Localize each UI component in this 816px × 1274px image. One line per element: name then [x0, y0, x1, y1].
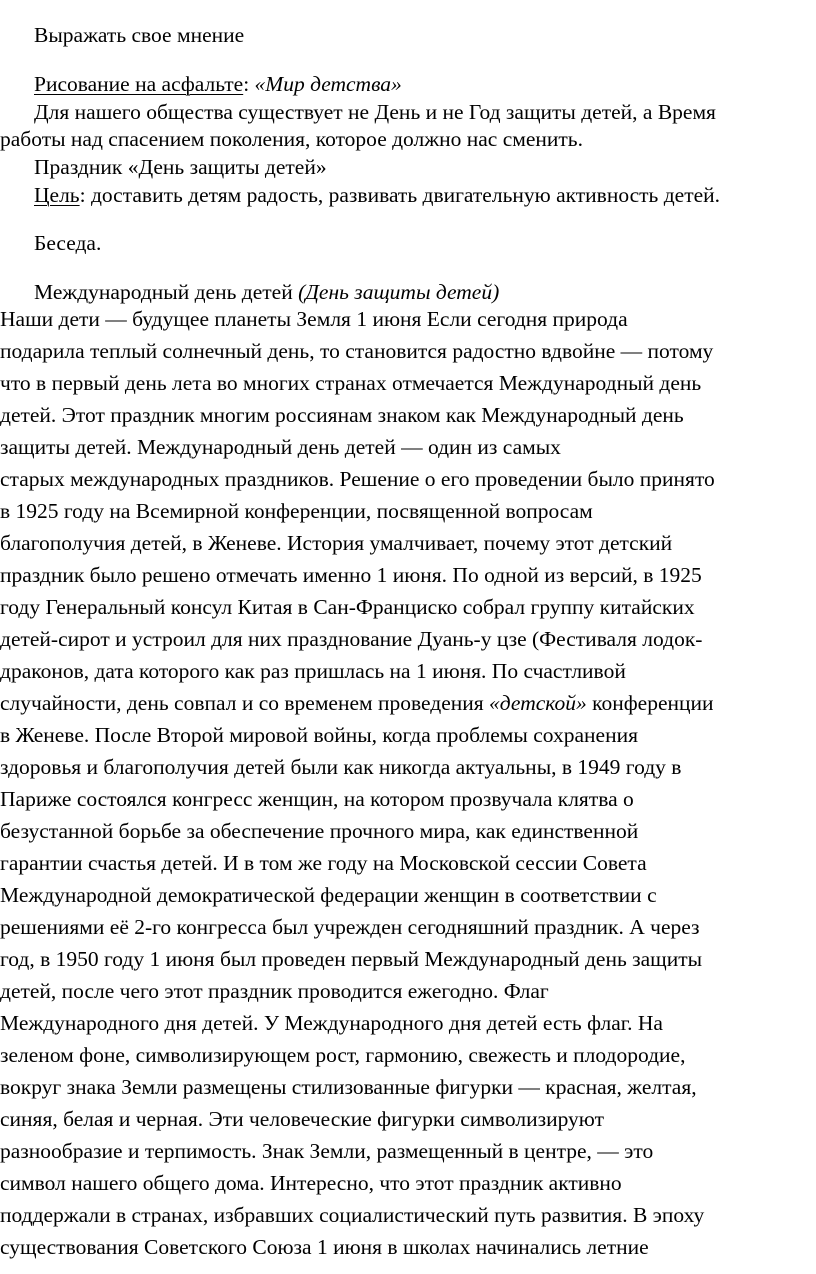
article-line: существования Советского Союза 1 июня в школах начинались летние [0, 1235, 649, 1259]
article-line-13-after: конференции [586, 691, 714, 715]
article-line: Международного дня детей. У Международного дня детей есть флаг. На [0, 1011, 663, 1035]
article-heading [34, 278, 499, 306]
holiday-goal [34, 181, 720, 209]
article-line: здоровья и благополучия детей были как никогда актуальны, в 1949 году в [0, 755, 682, 779]
article-line: Международной демократической федерации женщин в соответствии с [0, 883, 657, 907]
article-line: благополучия детей, в Женеве. История умалчивает, почему этот детский [0, 531, 673, 555]
article-line: вокруг знака Земли размещены стилизованные фигурки — красная, желтая, [0, 1075, 697, 1099]
article-line: что в первый день лета во многих странах отмечается Международный день [0, 371, 702, 395]
article-line: в 1925 году на Всемирной конференции, посвященной вопросам [0, 499, 593, 523]
article-line: драконов, дата которого как раз пришлась на 1 июня. По счастливой [0, 659, 626, 683]
document-title: Выражать свое мнение [34, 23, 245, 47]
article-line: год, в 1950 году 1 июня был проведен первый Международный день защиты [0, 947, 703, 971]
article-line: гарантии счастья детей. И в том же году на Московской сессии Совета [0, 851, 647, 875]
article-line: защиты детей. Международный день детей — один из самых [0, 435, 561, 459]
drawing-paragraph-line-1: Для нашего общества существует не День и не Год защиты детей, а Время [34, 100, 716, 124]
drawing-heading [34, 70, 402, 98]
article-line: зеленом фоне, символизирующем рост, гармонию, свежесть и плодородие, [0, 1043, 686, 1067]
article-line: Париже состоялся конгресс женщин, на котором прозвучала клятва о [0, 787, 634, 811]
article-heading-italic: (День защиты детей) [298, 280, 500, 304]
holiday-title: Праздник «День защиты детей» [34, 155, 327, 179]
article-line: праздник было решено отмечать именно 1 июня. По одной из версий, в 1925 [0, 563, 702, 587]
article-line: году Генеральный консул Китая в Сан-Франциско собрал группу китайских [0, 595, 695, 619]
drawing-paragraph-line-2: работы над спасением поколения, которое должно нас сменить. [0, 127, 583, 151]
article-line-13-before: случайности, день совпал и со временем проведения [0, 691, 490, 715]
article-line: детей, после чего этот праздник проводится ежегодно. Флаг [0, 979, 549, 1003]
goal-label: Цель [34, 183, 80, 207]
article-line: безустанной борьбе за обеспечение прочного мира, как единственной [0, 819, 639, 843]
article-line: поддержали в странах, избравших социалистический путь развития. В эпоху [0, 1203, 705, 1227]
article-line-with-italic [0, 689, 714, 717]
article-line: символ нашего общего дома. Интересно, что этот праздник активно [0, 1171, 622, 1195]
article-heading-plain: Международный день детей [34, 280, 299, 304]
article-line: синяя, белая и черная. Эти человеческие фигурки символизируют [0, 1107, 604, 1131]
article-line: решениями её 2-го конгресса был учрежден сегодняшний праздник. А через [0, 915, 700, 939]
article-line: детей. Этот праздник многим россиянам знаком как Международный день [0, 403, 684, 427]
article-line: детей-сирот и устроил для них празднование Дуань-у цзе (Фестиваля лодок- [0, 627, 703, 651]
goal-text: : доставить детям радость, развивать двигательную активность детей. [79, 183, 721, 207]
article-line: разнообразие и терпимость. Знак Земли, размещенный в центре, — это [0, 1139, 654, 1163]
drawing-colon: : [243, 72, 255, 96]
article-line: в Женеве. После Второй мировой войны, когда проблемы сохранения [0, 723, 638, 747]
drawing-label: Рисование на асфальте [34, 72, 244, 96]
article-line-13-italic: «детской» [489, 691, 587, 715]
article-line: старых международных праздников. Решение о его проведении было принято [0, 467, 715, 491]
article-line: подарила теплый солнечный день, то становится радостно вдвойне — потому [0, 339, 714, 363]
drawing-theme: «Мир детства» [254, 72, 402, 96]
article-line: Наши дети — будущее планеты Земля 1 июня Если сегодня природа [0, 307, 628, 331]
conversation-title: Беседа. [34, 231, 102, 255]
